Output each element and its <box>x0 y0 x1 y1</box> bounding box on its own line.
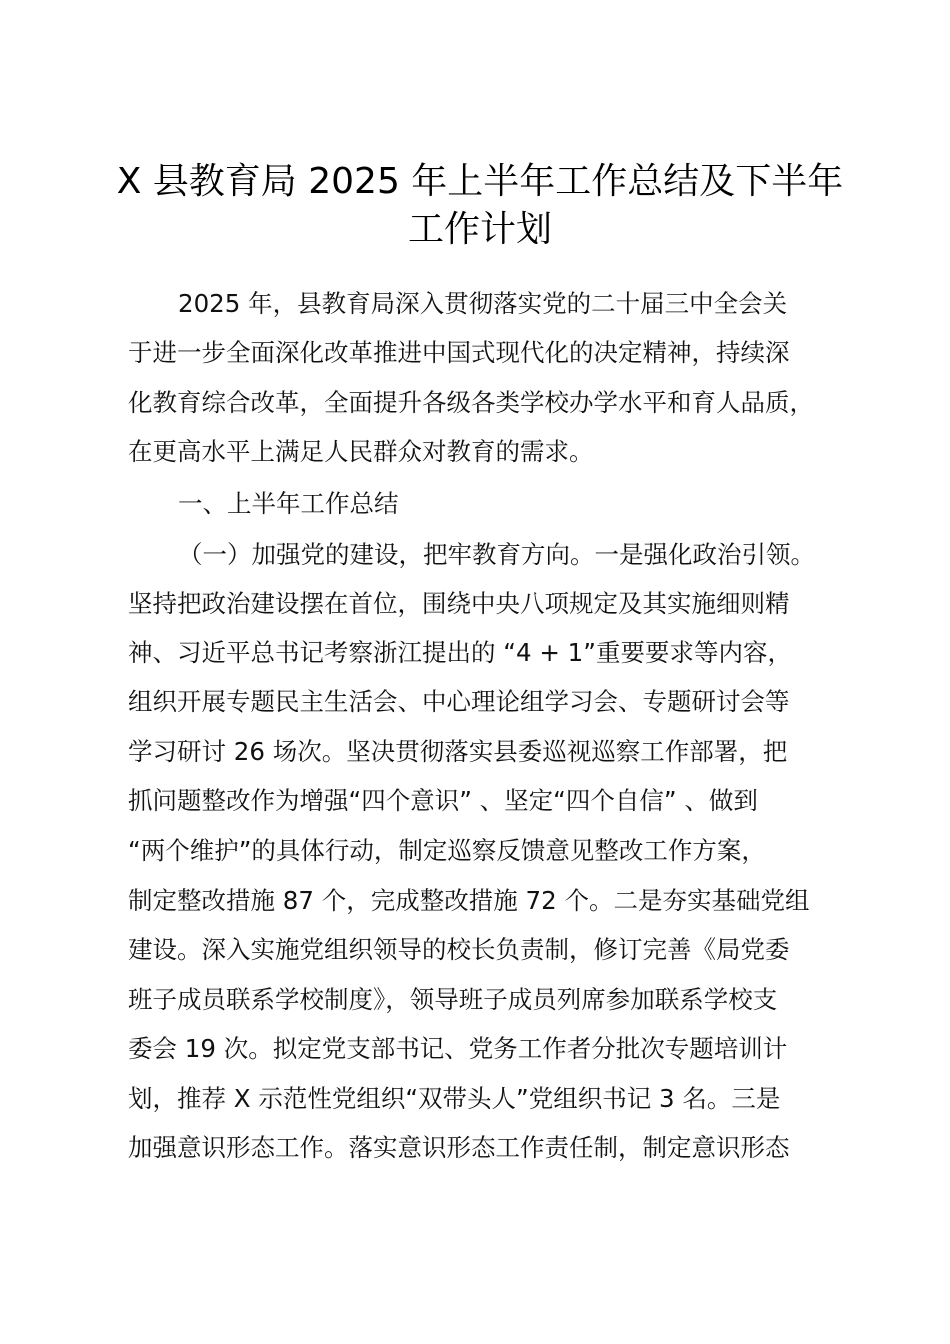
paragraph-line: 抓问题整改作为增强“四个意识” 、坚定“四个自信” 、做到 <box>128 786 758 815</box>
paragraph-intro-line-4: 在更高水平上满足人民群众对教育的需求。 <box>128 437 594 466</box>
paragraph-line: 委会 19 次。拟定党支部书记、党务工作者分批次专题培训计 <box>128 1034 788 1063</box>
paragraph-intro-line-1: 2025 年，县教育局深入贯彻落实党的二十届三中全会关 <box>178 289 788 318</box>
paragraph-line: 神、习近平总书记考察浙江提出的 “4 + 1”重要要求等内容， <box>128 638 792 667</box>
paragraph-line: 班子成员联系学校制度》，领导班子成员列席参加联系学校支 <box>128 985 778 1014</box>
paragraph-line: 加强意识形态工作。落实意识形态工作责任制，制定意识形态 <box>128 1133 790 1162</box>
paragraph-line: 学习研讨 26 场次。坚决贯彻落实县委巡视巡察工作部署，把 <box>128 737 788 766</box>
document-title-line-1: X 县教育局 2025 年上半年工作总结及下半年 <box>116 161 844 202</box>
paragraph-line: “两个维护”的具体行动，制定巡察反馈意见整改工作方案， <box>128 836 766 865</box>
document-title-line-2: 工作计划 <box>407 209 552 250</box>
paragraph-line: 坚持把政治建设摆在首位，围绕中央八项规定及其实施细则精 <box>128 589 790 618</box>
paragraph-line: 组织开展专题民主生活会、中心理论组学习会、专题研讨会等 <box>128 687 790 716</box>
section-heading: 一、上半年工作总结 <box>178 489 399 518</box>
paragraph-line: （一）加强党的建设，把牢教育方向。一是强化政治引领。 <box>178 540 815 569</box>
paragraph-line: 建设。深入实施党组织领导的校长负责制，修订完善《局党委 <box>128 935 790 964</box>
paragraph-line: 划，推荐 X 示范性党组织“双带头人”党组织书记 3 名。三是 <box>128 1084 781 1113</box>
paragraph-intro-line-3: 化教育综合改革，全面提升各级各类学校办学水平和育人品质， <box>128 388 814 417</box>
paragraph-intro-line-2: 于进一步全面深化改革推进中国式现代化的决定精神，持续深 <box>128 338 790 367</box>
paragraph-line: 制定整改措施 87 个，完成整改措施 72 个。二是夯实基础党组 <box>128 886 810 915</box>
